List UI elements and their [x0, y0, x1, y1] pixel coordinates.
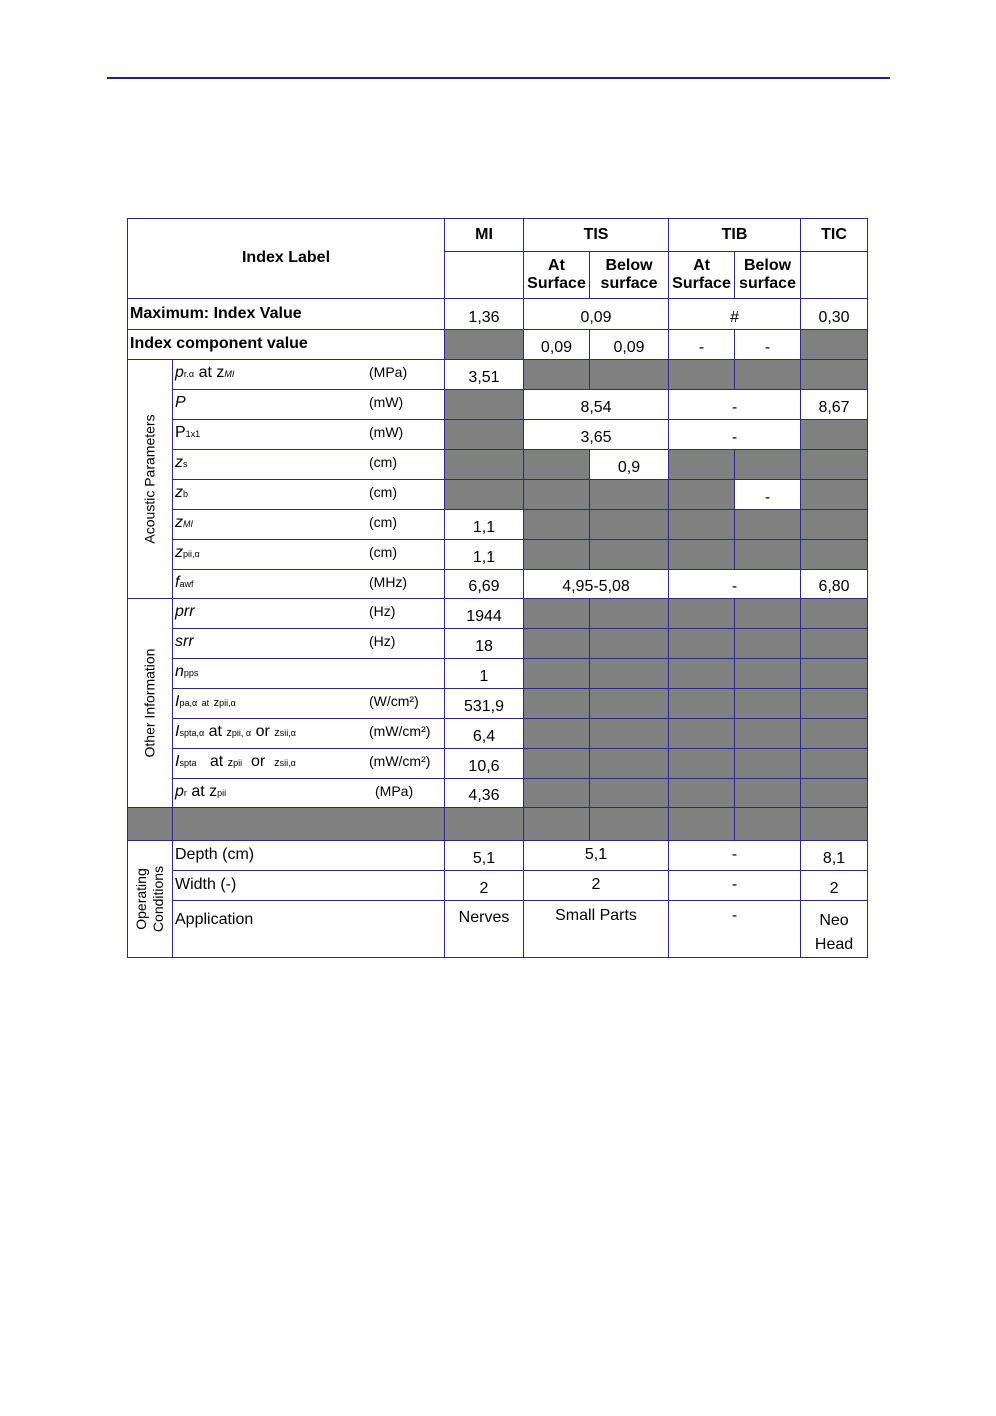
shaded-cell	[524, 599, 590, 629]
shaded-cell	[801, 480, 868, 510]
width-tis-value: 2	[524, 871, 669, 901]
shaded-cell	[801, 330, 868, 360]
shaded-cell	[735, 779, 801, 808]
shaded-cell	[669, 689, 735, 719]
fawf-mi-value: 6,69	[445, 570, 524, 599]
zpii-alpha-mi-value: 1,1	[445, 540, 524, 570]
shaded-cell	[669, 360, 735, 390]
tis-below-surface-header: Below surface	[590, 252, 669, 299]
comp-tis-at-value: 0,09	[524, 330, 590, 360]
fawf-tic-value: 6,80	[801, 570, 868, 599]
tis-at-surface-header: At Surface	[524, 252, 590, 299]
shaded-cell	[445, 450, 524, 480]
shaded-cell	[735, 510, 801, 540]
P1x1-tib-value: -	[669, 420, 801, 450]
shaded-cell	[445, 480, 524, 510]
ipa-alpha-mi-value: 531,9	[445, 689, 524, 719]
width-mi-value: 2	[445, 871, 524, 901]
pr-alpha-mi-value: 3,51	[445, 360, 524, 390]
shaded-cell	[524, 629, 590, 659]
shaded-cell	[669, 450, 735, 480]
application-mi-value: Nerves	[445, 901, 524, 958]
tib-header: TIB	[669, 219, 801, 252]
max-tib-value: #	[669, 299, 801, 330]
shaded-cell	[590, 480, 669, 510]
operating-conditions-section: Operating Conditions	[128, 841, 173, 958]
tic-subheader-empty	[801, 252, 868, 299]
shaded-cell	[735, 659, 801, 689]
shaded-cell	[669, 659, 735, 689]
shaded-cell	[801, 450, 868, 480]
shaded-cell	[735, 689, 801, 719]
param-ispta-alpha: Ispta,α at zpii, α or zsii,α (mW/cm²)	[173, 719, 445, 749]
application-tib-value: -	[669, 901, 801, 958]
width-tic-value: 2	[801, 871, 868, 901]
shaded-cell	[524, 808, 590, 841]
param-P: P (mW)	[173, 390, 445, 420]
param-zs: zs (cm)	[173, 450, 445, 480]
param-zmi: zMI (cm)	[173, 510, 445, 540]
shaded-cell	[669, 779, 735, 808]
application-tis-value: Small Parts	[524, 901, 669, 958]
srr-mi-value: 18	[445, 629, 524, 659]
P1x1-tis-value: 3,65	[524, 420, 669, 450]
fawf-tib-value: -	[669, 570, 801, 599]
zb-tib-below-value: -	[735, 480, 801, 510]
shaded-cell	[590, 510, 669, 540]
index-label-header: Index Label	[128, 219, 445, 299]
shaded-cell	[524, 659, 590, 689]
comp-tib-at-value: -	[669, 330, 735, 360]
tib-below-surface-header: Below surface	[735, 252, 801, 299]
shaded-cell	[735, 540, 801, 570]
mi-header: MI	[445, 219, 524, 252]
shaded-cell	[735, 450, 801, 480]
shaded-cell	[590, 749, 669, 779]
shaded-cell	[590, 808, 669, 841]
shaded-cell	[590, 779, 669, 808]
acoustic-output-table	[127, 218, 868, 958]
max-tic-value: 0,30	[801, 299, 868, 330]
application-tic-value: Neo Head	[801, 901, 868, 958]
param-pr-zpii: pr at zpii (MPa)	[173, 779, 445, 808]
shaded-cell	[524, 510, 590, 540]
shaded-cell	[524, 360, 590, 390]
shaded-cell	[590, 659, 669, 689]
shaded-cell	[801, 540, 868, 570]
shaded-cell	[801, 749, 868, 779]
shaded-cell	[445, 420, 524, 450]
param-zb: zb (cm)	[173, 480, 445, 510]
zs-tis-below-value: 0,9	[590, 450, 669, 480]
shaded-cell	[445, 808, 524, 841]
shaded-cell	[524, 749, 590, 779]
shaded-cell	[445, 390, 524, 420]
param-prr: prr (Hz)	[173, 599, 445, 629]
P-tib-value: -	[669, 390, 801, 420]
shaded-cell	[801, 719, 868, 749]
P-tis-value: 8,54	[524, 390, 669, 420]
shaded-cell	[669, 719, 735, 749]
shaded-cell	[590, 689, 669, 719]
shaded-cell	[669, 749, 735, 779]
shaded-cell	[524, 719, 590, 749]
shaded-cell	[590, 599, 669, 629]
shaded-cell	[801, 510, 868, 540]
application-label: Application	[173, 901, 445, 958]
param-ipa-alpha: Ipa,α at zpii,α (W/cm²)	[173, 689, 445, 719]
shaded-cell	[735, 808, 801, 841]
acoustic-parameters-section: Acoustic Parameters	[128, 360, 173, 599]
shaded-cell	[735, 360, 801, 390]
max-tis-value: 0,09	[524, 299, 669, 330]
header-rule	[107, 77, 890, 79]
mi-subheader-empty	[445, 252, 524, 299]
shaded-cell	[173, 808, 445, 841]
shaded-cell	[590, 360, 669, 390]
P-tic-value: 8,67	[801, 390, 868, 420]
shaded-cell	[801, 599, 868, 629]
depth-tic-value: 8,1	[801, 841, 868, 871]
shaded-cell	[669, 540, 735, 570]
shaded-cell	[735, 599, 801, 629]
shaded-cell	[590, 540, 669, 570]
param-ispta: Ispta at zpii or zsii,α (mW/cm²)	[173, 749, 445, 779]
tic-header: TIC	[801, 219, 868, 252]
zmi-mi-value: 1,1	[445, 510, 524, 540]
shaded-cell	[669, 629, 735, 659]
shaded-cell	[524, 779, 590, 808]
shaded-cell	[445, 330, 524, 360]
shaded-cell	[524, 450, 590, 480]
shaded-cell	[669, 480, 735, 510]
shaded-cell	[128, 808, 173, 841]
ispta-alpha-mi-value: 6,4	[445, 719, 524, 749]
width-tib-value: -	[669, 871, 801, 901]
comp-tis-below-value: 0,09	[590, 330, 669, 360]
fawf-tis-value: 4,95-5,08	[524, 570, 669, 599]
shaded-cell	[801, 689, 868, 719]
param-npps: npps	[173, 659, 445, 689]
npps-mi-value: 1	[445, 659, 524, 689]
shaded-cell	[590, 629, 669, 659]
depth-label: Depth (cm)	[173, 841, 445, 871]
prr-mi-value: 1944	[445, 599, 524, 629]
shaded-cell	[801, 629, 868, 659]
comp-tib-below-value: -	[735, 330, 801, 360]
tis-header: TIS	[524, 219, 669, 252]
shaded-cell	[590, 719, 669, 749]
width-label: Width (-)	[173, 871, 445, 901]
max-mi-value: 1,36	[445, 299, 524, 330]
param-fawf: fawf (MHz)	[173, 570, 445, 599]
shaded-cell	[669, 808, 735, 841]
shaded-cell	[524, 689, 590, 719]
shaded-cell	[735, 719, 801, 749]
other-information-section: Other Information	[128, 599, 173, 808]
tib-at-surface-header: At Surface	[669, 252, 735, 299]
shaded-cell	[524, 540, 590, 570]
shaded-cell	[735, 749, 801, 779]
shaded-cell	[735, 629, 801, 659]
pr-zpii-mi-value: 4,36	[445, 779, 524, 808]
depth-tib-value: -	[669, 841, 801, 871]
shaded-cell	[524, 480, 590, 510]
shaded-cell	[801, 808, 868, 841]
component-value-label: Index component value	[128, 330, 445, 360]
ispta-mi-value: 10,6	[445, 749, 524, 779]
depth-mi-value: 5,1	[445, 841, 524, 871]
shaded-cell	[801, 659, 868, 689]
max-index-label: Maximum: Index Value	[128, 299, 445, 330]
param-pr-alpha: pr.α at zMI (MPa)	[173, 360, 445, 390]
shaded-cell	[669, 599, 735, 629]
shaded-cell	[801, 779, 868, 808]
param-P1x1: P1x1 (mW)	[173, 420, 445, 450]
param-zpii-alpha: zpii,α (cm)	[173, 540, 445, 570]
shaded-cell	[801, 360, 868, 390]
shaded-cell	[801, 420, 868, 450]
param-srr: srr (Hz)	[173, 629, 445, 659]
depth-tis-value: 5,1	[524, 841, 669, 871]
shaded-cell	[669, 510, 735, 540]
